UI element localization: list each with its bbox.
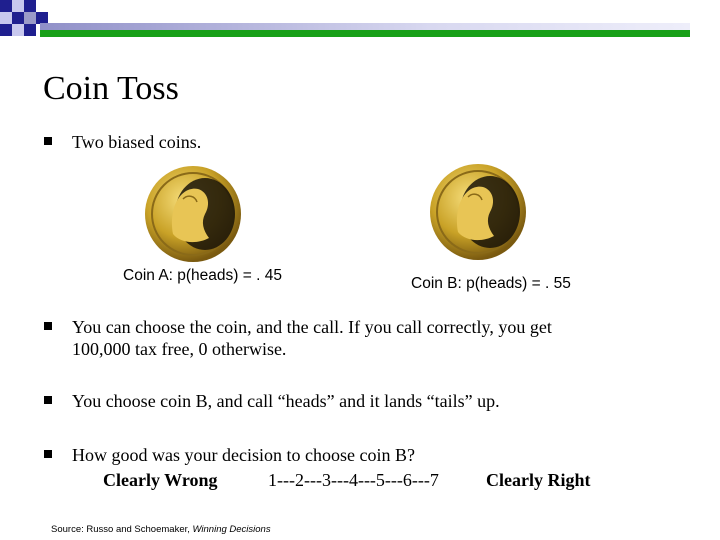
scale-numbers: 1---2---3---4---5---6---7 xyxy=(268,470,439,490)
bullet-marker xyxy=(44,322,52,330)
bullet-text-continued: 100,000 tax free, 0 otherwise. xyxy=(72,339,287,359)
scale-right-label: Clearly Right xyxy=(486,470,591,490)
bullet-text: How good was your decision to choose coin B? xyxy=(72,445,415,465)
coin-a-caption: Coin A: p(heads) = . 45 xyxy=(123,267,282,284)
source-citation xyxy=(51,524,271,535)
slide-title: Coin Toss xyxy=(43,70,179,107)
scale-left-label: Clearly Wrong xyxy=(103,470,218,490)
gold-coin-icon xyxy=(143,164,243,264)
bullet-marker xyxy=(44,450,52,458)
coin-b-caption: Coin B: p(heads) = . 55 xyxy=(411,275,571,292)
source-prefix: Source: Russo and Schoemaker, xyxy=(51,524,193,535)
bullet-marker xyxy=(44,396,52,404)
bullet-text: Two biased coins. xyxy=(72,132,202,152)
bullet-text: You choose coin B, and call “heads” and it lands “tails” up. xyxy=(72,391,500,411)
bullet-text: You can choose the coin, and the call. If you call correctly, you get xyxy=(72,317,552,337)
bullet-marker xyxy=(44,137,52,145)
source-title: Winning Decisions xyxy=(192,524,271,535)
gold-coin-icon xyxy=(428,162,528,262)
